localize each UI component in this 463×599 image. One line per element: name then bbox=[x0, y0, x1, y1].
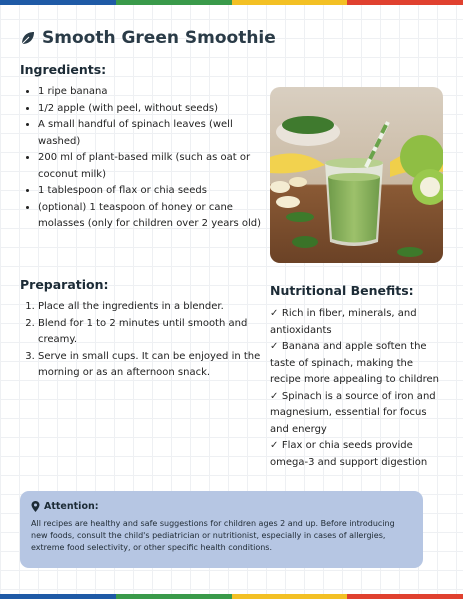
bottom-color-stripe bbox=[0, 594, 463, 599]
ingredient-item: • (optional) 1 teaspoon of honey or cane molasses (only for children over 2 years old) bbox=[38, 200, 278, 233]
page-title-text: Smooth Green Smoothie bbox=[42, 28, 276, 48]
ingredient-item: • 1 tablespoon of flax or chia seeds bbox=[38, 183, 278, 200]
smoothie-photo bbox=[270, 87, 443, 263]
top-color-stripe bbox=[0, 0, 463, 5]
benefit-item: ✓ Rich in fiber, minerals, and antioxidants bbox=[270, 308, 417, 336]
preparation-step: 2. Blend for 1 to 2 minutes until smooth and creamy. bbox=[38, 316, 270, 349]
benefit-item: ✓ Flax or chia seeds provide omega-3 and support digestion bbox=[270, 440, 428, 468]
checkmark-icon: ✓ bbox=[270, 390, 282, 402]
ingredient-item: • 200 ml of plant-based milk (such as oat or coconut milk) bbox=[38, 150, 278, 183]
benefits-list bbox=[270, 306, 445, 471]
checkmark-icon: ✓ bbox=[270, 440, 282, 451]
preparation-steps bbox=[20, 299, 270, 382]
ingredients-list bbox=[20, 84, 278, 233]
ingredient-item: • 1/2 apple (with peel, without seeds) bbox=[38, 101, 278, 118]
pin-icon bbox=[31, 501, 40, 512]
ingredient-item: • 1 ripe banana bbox=[38, 84, 278, 101]
attention-title: Attention: bbox=[31, 501, 412, 512]
benefit-item: ✓ Banana and apple soften the taste of spinach, making the recipe more appealing to children bbox=[270, 341, 439, 385]
leaf-icon bbox=[20, 30, 36, 46]
benefits-heading: Nutritional Benefits: bbox=[270, 283, 414, 298]
preparation-step: 1. Place all the ingredients in a blender. bbox=[38, 299, 270, 316]
preparation-step: 3. Serve in small cups. It can be enjoyed in the morning or as an afternoon snack. bbox=[38, 349, 270, 382]
ingredient-item: • A small handful of spinach leaves (well washed) bbox=[38, 117, 278, 150]
benefit-item: ✓ Spinach is a source of iron and magnesium, essential for focus and energy bbox=[270, 390, 436, 435]
attention-box bbox=[20, 491, 423, 568]
ingredients-heading: Ingredients: bbox=[20, 62, 107, 77]
page-title bbox=[20, 28, 276, 48]
preparation-heading: Preparation: bbox=[20, 277, 109, 292]
attention-text: All recipes are healthy and safe suggestions for children ages 2 and up. Before introducing new foods, consult the child's pediatrician or nutritionist, especially in cases of allergies, extreme food selectivity, or other specific health conditions. bbox=[31, 519, 395, 552]
checkmark-icon: ✓ bbox=[270, 308, 282, 319]
checkmark-icon: ✓ bbox=[270, 341, 282, 352]
